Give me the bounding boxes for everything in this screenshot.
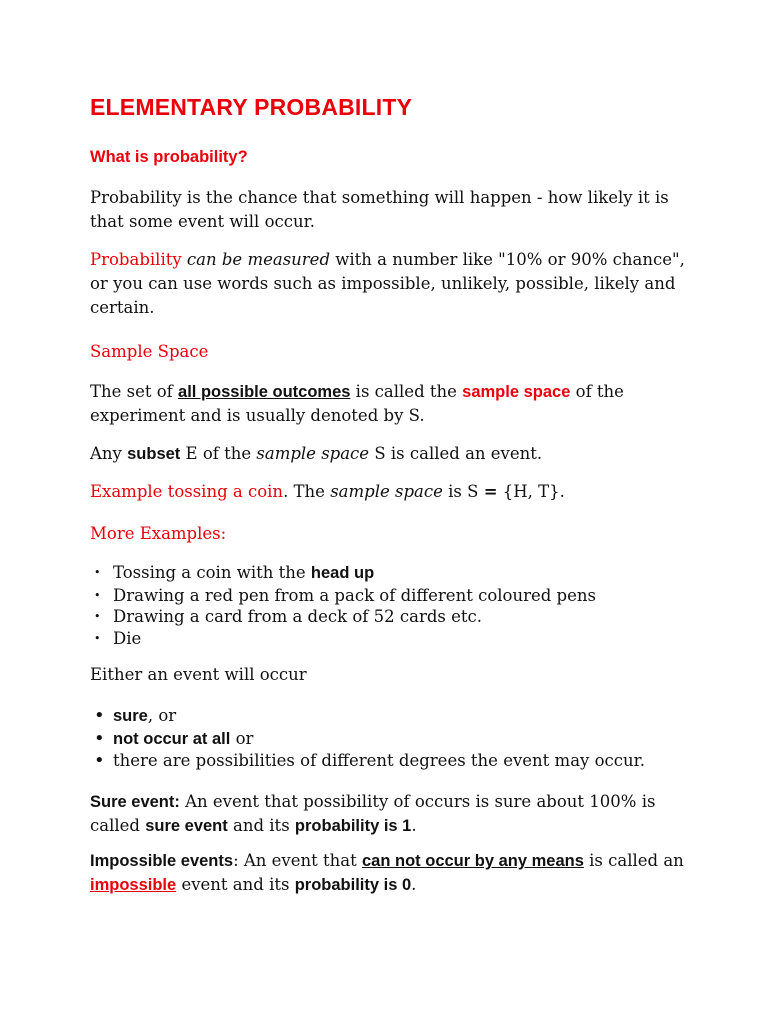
list-item-text: Tossing a coin with the bbox=[113, 563, 311, 582]
text-segment: S is called an event. bbox=[369, 444, 543, 463]
page-title: ELEMENTARY PROBABILITY bbox=[90, 94, 413, 120]
list-item-text: there are possibilities of different degrees the event may occur. bbox=[113, 751, 645, 770]
text-segment: . bbox=[411, 875, 417, 894]
text-segment: and its bbox=[227, 816, 295, 835]
bullet-icon: • bbox=[94, 566, 101, 579]
can-be-measured-phrase: can be measured bbox=[186, 250, 330, 269]
text-segment: E of the bbox=[180, 444, 257, 463]
sure-event-term: sure event bbox=[145, 817, 228, 835]
sample-space-heading: Sample Space bbox=[90, 342, 209, 361]
more-examples-heading: More Examples: bbox=[90, 524, 227, 543]
text-segment: is called an bbox=[583, 851, 684, 870]
head-up-term: head up bbox=[310, 564, 375, 582]
coin-example-paragraph bbox=[90, 480, 690, 504]
list-item bbox=[90, 728, 645, 751]
sample-space-term: sample space bbox=[462, 383, 571, 401]
sample-space-paragraph bbox=[90, 380, 690, 428]
bullet-icon: • bbox=[94, 750, 105, 771]
equals-sign: = bbox=[483, 482, 498, 501]
list-item-text: Drawing a card from a deck of 52 cards etc. bbox=[113, 607, 483, 626]
bullet-icon: • bbox=[94, 727, 105, 749]
bullet-icon: • bbox=[94, 588, 101, 602]
text-segment: The set of bbox=[90, 382, 179, 401]
subset-term: subset bbox=[127, 445, 181, 463]
not-occur-term: not occur at all bbox=[113, 729, 231, 748]
definition-paragraph: Probability is the chance that something will happen - how likely it is that some event will occur. bbox=[90, 188, 669, 231]
text-segment: . The bbox=[283, 482, 331, 501]
text-segment: event and its bbox=[176, 875, 295, 894]
measurement-paragraph bbox=[90, 248, 690, 320]
all-possible-outcomes-term: all possible outcomes bbox=[178, 383, 351, 401]
text-segment: Any bbox=[90, 444, 128, 463]
list-item bbox=[90, 750, 645, 772]
bullet-icon: • bbox=[94, 631, 101, 645]
text-segment: : An event that bbox=[233, 851, 362, 870]
text-segment: . bbox=[411, 816, 417, 835]
text-segment: An event that possibility of occurs is sure about 100% is called bbox=[90, 792, 656, 835]
event-definition-paragraph bbox=[90, 442, 690, 466]
bullet-icon: • bbox=[94, 705, 105, 726]
impossible-event-paragraph bbox=[90, 849, 690, 897]
impossible-term: impossible bbox=[90, 876, 177, 894]
list-item bbox=[90, 628, 596, 650]
list-item bbox=[90, 562, 596, 585]
sure-event-paragraph bbox=[90, 790, 690, 838]
list-item-text: , or bbox=[147, 706, 177, 725]
sure-term: sure bbox=[113, 707, 148, 725]
measurement-rest: with a number like "10% or 90% chance", or you can use words such as impossible, unlikely, possible, likely and certain. bbox=[90, 250, 685, 317]
either-paragraph: Either an event will occur bbox=[90, 665, 307, 684]
outcomes-list bbox=[90, 705, 645, 772]
list-item bbox=[90, 585, 596, 607]
probability-one-term: probability is 1 bbox=[294, 817, 412, 835]
impossible-events-label: Impossible events bbox=[90, 852, 234, 870]
section-heading-what-is-probability: What is probability? bbox=[90, 148, 248, 166]
list-item bbox=[90, 705, 645, 728]
text-segment: of the experiment and is usually denoted by S. bbox=[90, 382, 624, 425]
example-label: Example tossing a coin bbox=[90, 482, 284, 501]
probability-zero-term: probability is 0 bbox=[294, 876, 412, 894]
probability-term: Probability bbox=[90, 250, 182, 269]
examples-list bbox=[90, 562, 596, 649]
text-segment: is S bbox=[442, 482, 484, 501]
bullet-icon: • bbox=[94, 610, 101, 623]
list-item-text: Drawing a red pen from a pack of different coloured pens bbox=[113, 585, 596, 605]
list-item bbox=[90, 606, 596, 628]
sample-space-italic: sample space bbox=[330, 482, 443, 501]
sure-event-label: Sure event: bbox=[90, 793, 180, 811]
text-segment: {H, T}. bbox=[497, 482, 565, 501]
sample-space-italic: sample space bbox=[256, 444, 370, 463]
list-item-text: Die bbox=[113, 628, 142, 648]
can-not-occur-term: can not occur by any means bbox=[361, 852, 584, 870]
text-segment: is called the bbox=[350, 382, 463, 401]
list-item-text: or bbox=[230, 728, 254, 748]
